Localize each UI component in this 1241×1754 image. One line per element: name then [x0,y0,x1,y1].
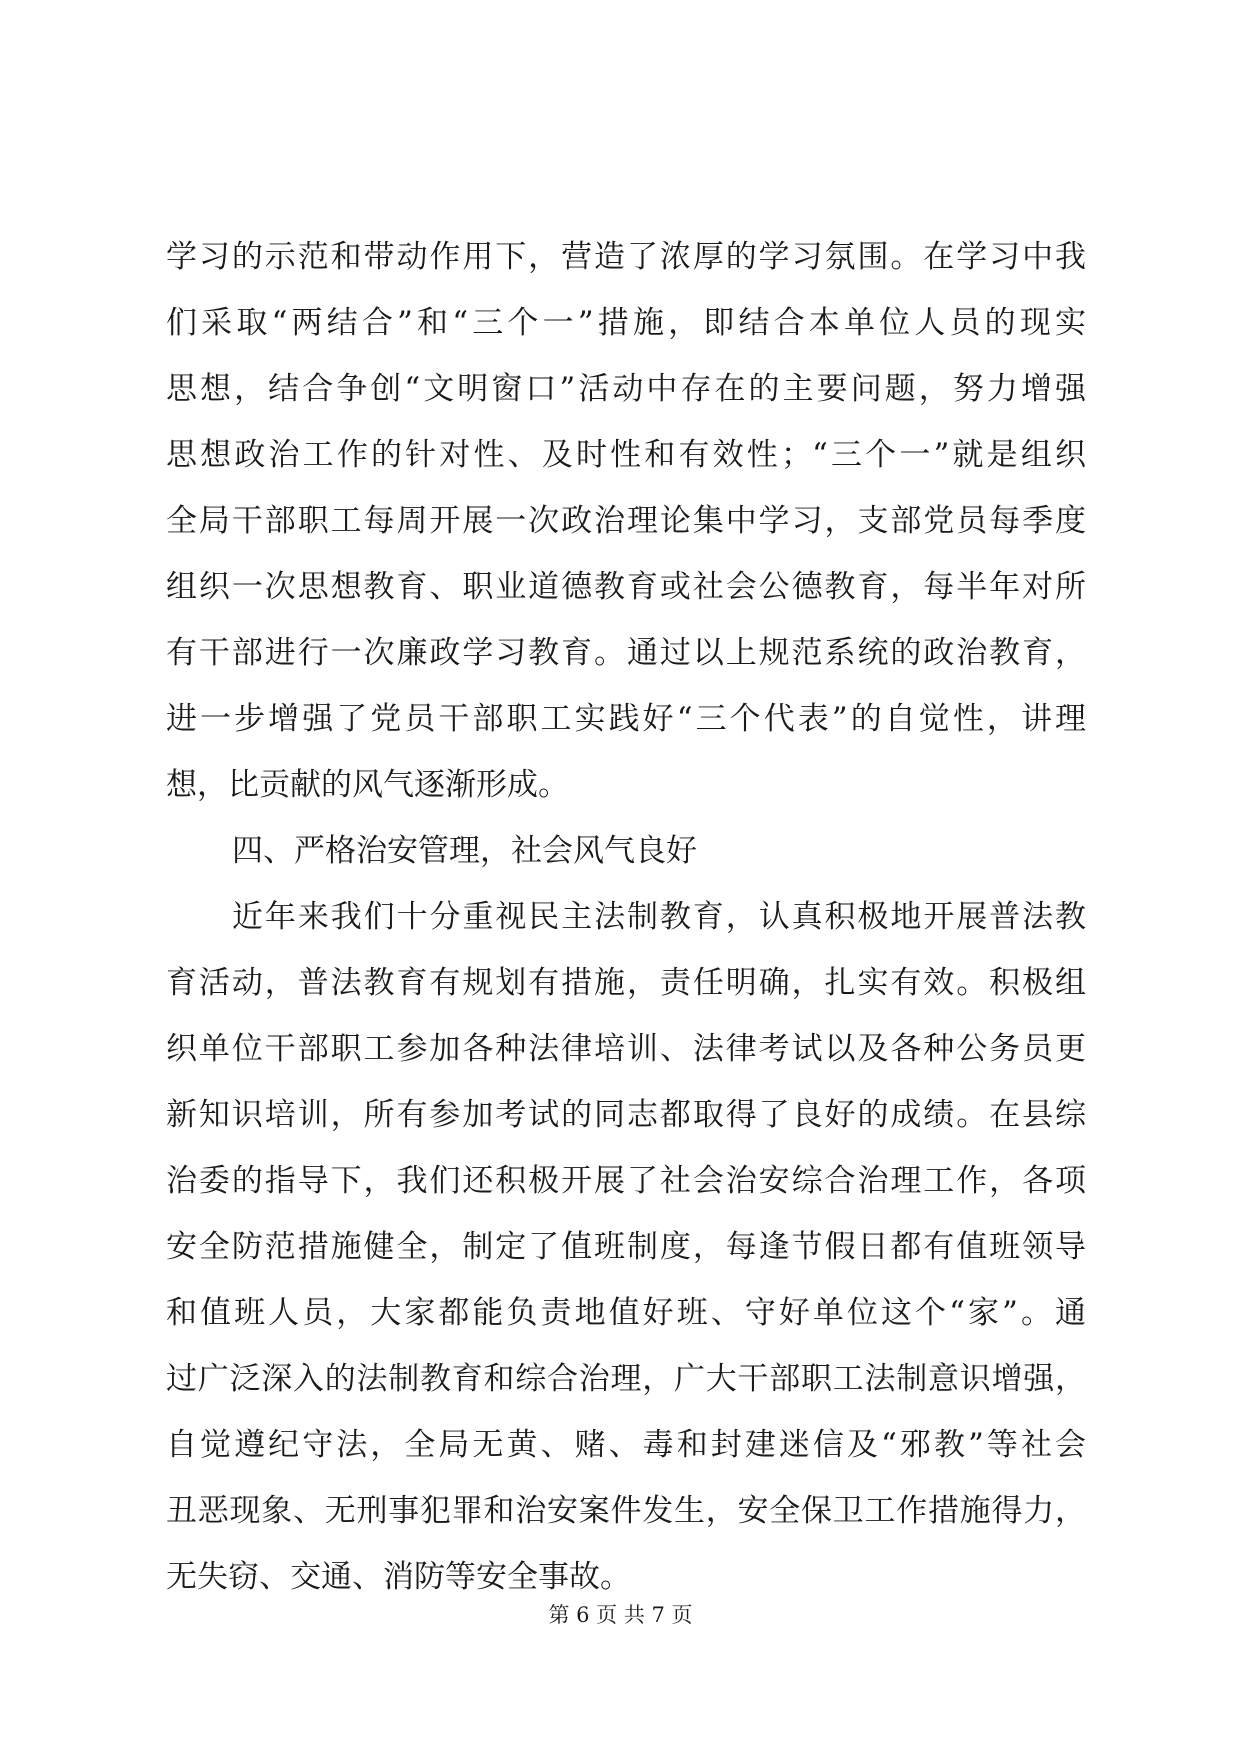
paragraph-line: 进一步增强了党员干部职工实践好“三个代表”的自觉性，讲理 [166,701,1086,737]
document-body [166,224,1086,1610]
paragraph-line: 想，比贡献的风气逐渐形成。 [166,767,569,803]
paragraph-line: 思想政治工作的针对性、及时性和有效性；“三个一”就是组织 [166,437,1086,473]
paragraph-line: 们采取“两结合”和“三个一”措施，即结合本单位人员的现实 [166,305,1086,341]
paragraph-line: 组织一次思想教育、职业道德教育或社会公德教育，每半年对所 [166,569,1086,605]
paragraph-line: 育活动，普法教育有规划有措施，责任明确，扎实有效。积极组 [166,965,1086,1001]
paragraph-line: 治委的指导下，我们还积极开展了社会治安综合治理工作，各项 [166,1163,1086,1199]
section-heading: 四、严格治安管理，社会风气良好 [232,833,697,869]
paragraph-line: 学习的示范和带动作用下，营造了浓厚的学习氛围。在学习中我 [166,239,1086,275]
paragraph-line: 全局干部职工每周开展一次政治理论集中学习，支部党员每季度 [166,503,1086,539]
paragraph-line: 安全防范措施健全，制定了值班制度，每逢节假日都有值班领导 [166,1229,1086,1265]
paragraph-line: 和值班人员，大家都能负责地值好班、守好单位这个“家”。通 [166,1295,1086,1331]
paragraph-line: 思想，结合争创“文明窗口”活动中存在的主要问题，努力增强 [166,371,1086,407]
paragraph-line: 无失窃、交通、消防等安全事故。 [166,1559,631,1595]
paragraph-line: 近年来我们十分重视民主法制教育，认真积极地开展普法教 [232,899,1086,935]
paragraph-line: 新知识培训，所有参加考试的同志都取得了良好的成绩。在县综 [166,1097,1086,1133]
paragraph-line: 丑恶现象、无刑事犯罪和治安案件发生，安全保卫工作措施得力， [166,1493,1086,1529]
paragraph-line: 自觉遵纪守法，全局无黄、赌、毒和封建迷信及“邪教”等社会 [166,1427,1086,1463]
page-number-footer: 第 6 页 共 7 页 [548,1603,693,1627]
paragraph-line: 有干部进行一次廉政学习教育。通过以上规范系统的政治教育， [166,635,1086,671]
paragraph-line: 织单位干部职工参加各种法律培训、法律考试以及各种公务员更 [166,1031,1086,1067]
paragraph-line: 过广泛深入的法制教育和综合治理，广大干部职工法制意识增强， [166,1361,1086,1397]
